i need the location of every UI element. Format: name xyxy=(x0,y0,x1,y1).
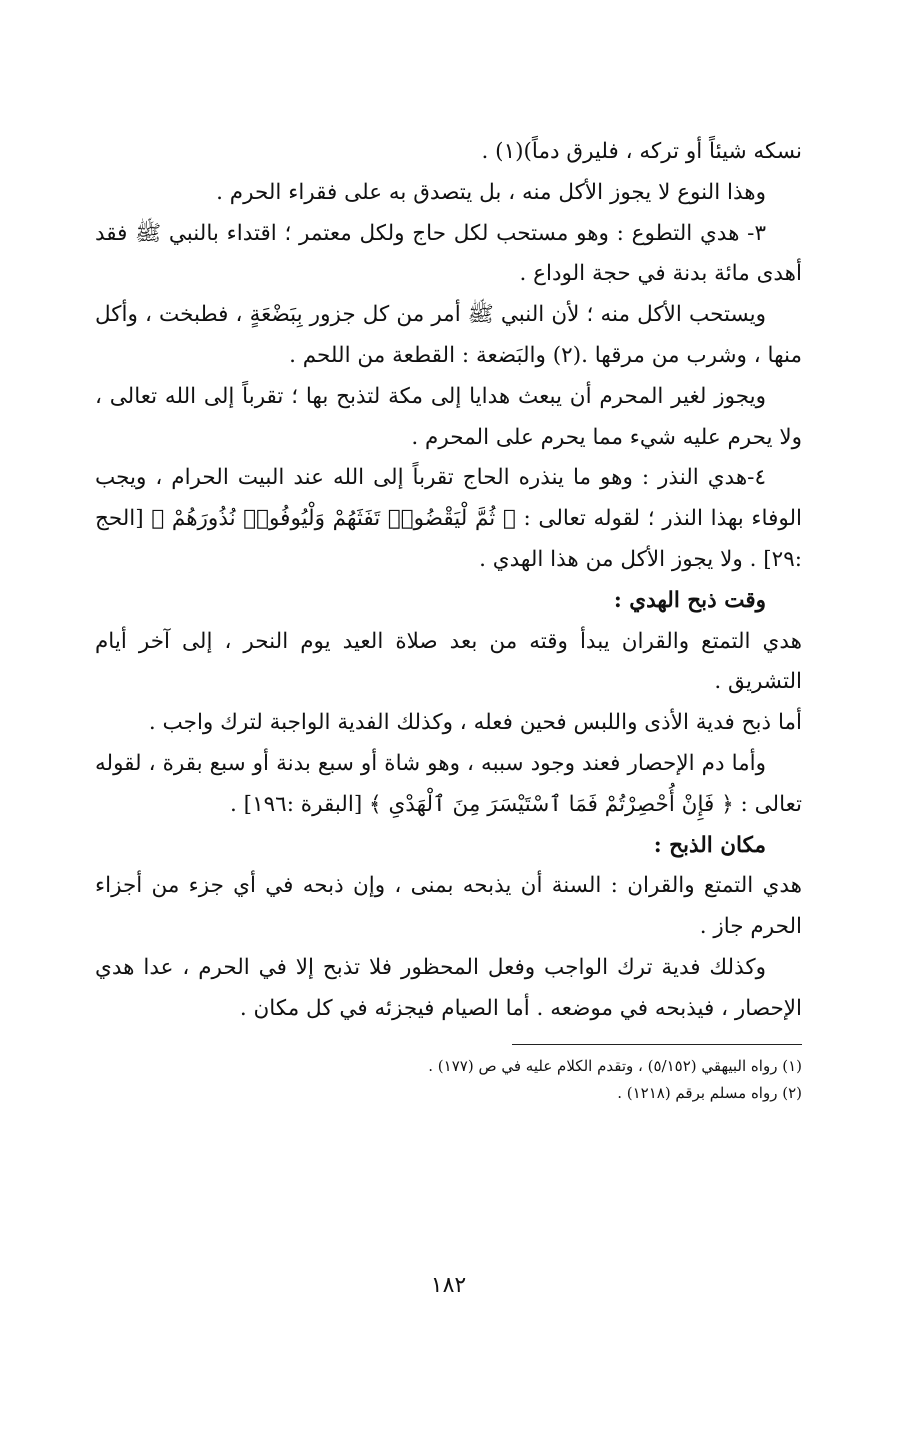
paragraph-2: وهذا النوع لا يجوز الأكل منه ، بل يتصدق به على فقراء الحرم . xyxy=(216,179,766,205)
section-heading-timing: وقت ذبح الهدي : xyxy=(613,587,766,613)
footnote-2: (٢) رواه مسلم برقم (١٢١٨) . xyxy=(617,1083,802,1102)
paragraph-1: نسكه شيئاً أو تركه ، فليرق دماً)(١) . xyxy=(481,139,802,164)
section-heading-place: مكان الذبح : xyxy=(653,832,766,858)
footnote-divider xyxy=(512,1044,802,1045)
paragraph-10: هدي التمتع والقران : السنة أن يذبحه بمنى ، وإن ذبحه في أي جزء من أجزاء الحرم جاز . xyxy=(95,873,802,940)
footnotes xyxy=(95,1053,802,1107)
paragraph-3: ٣- هدي التطوع : وهو مستحب لكل حاج ولكل معتمر ؛ اقتداء بالنبي ﷺ فقد أهدى مائة بدنة في حجة الوداع . xyxy=(95,220,802,287)
paragraph-11: وكذلك فدية ترك الواجب وفعل المحظور فلا تذبح إلا في الحرم ، عدا هدي الإحصار ، فيذبحه في موضعه . أما الصيام فيجزئه في كل مكان . xyxy=(95,954,802,1021)
paragraph-4: ويستحب الأكل منه ؛ لأن النبي ﷺ أمر من كل جزور بِبَضْعَةٍ ، فطبخت ، وأكل منها ، وشرب من مرقها .(٢) والبَضعة : القطعة من اللحم . xyxy=(95,302,802,368)
paragraph-6: ٤-هدي النذر : وهو ما ينذره الحاج تقرباً إلى الله عند البيت الحرام ، ويجب الوفاء بهذا النذر ؛ لقوله تعالى : ﴿ ثُمَّ لْيَقْضُوا۟ تَفَثَهُمْ وَلْيُوفُوا۟ نُذُورَهُمْ ﴾ [الحج :٢٩] . ولا يجوز الأكل من هذا الهدي . xyxy=(95,465,802,572)
paragraph-7: هدي التمتع والقران يبدأ وقته من بعد صلاة العيد يوم النحر ، إلى آخر أيام التشريق . xyxy=(95,628,802,695)
paragraph-8: أما ذبح فدية الأذى واللبس فحين فعله ، وكذلك الفدية الواجبة لترك واجب . xyxy=(148,710,802,736)
main-text xyxy=(95,132,802,1030)
paragraph-5: ويجوز لغير المحرم أن يبعث هدايا إلى مكة لتذبح بها ؛ تقرباً إلى الله تعالى ، ولا يحرم عليه شيء مما يحرم على المحرم . xyxy=(95,383,802,450)
footnote-1: (١) رواه البيهقي (٥/١٥٢) ، وتقدم الكلام عليه في ص (١٧٧) . xyxy=(428,1056,802,1075)
page-number: ١٨٢ xyxy=(430,1273,467,1298)
paragraph-9: وأما دم الإحصار فعند وجود سببه ، وهو شاة أو سبع بدنة أو سبع بقرة ، لقوله تعالى : ﴿ فَإِنْ أُحْصِرْتُمْ فَمَا ٱسْتَيْسَرَ مِنَ ٱلْهَدْىِ ﴾ [البقرة :١٩٦] . xyxy=(95,750,802,817)
